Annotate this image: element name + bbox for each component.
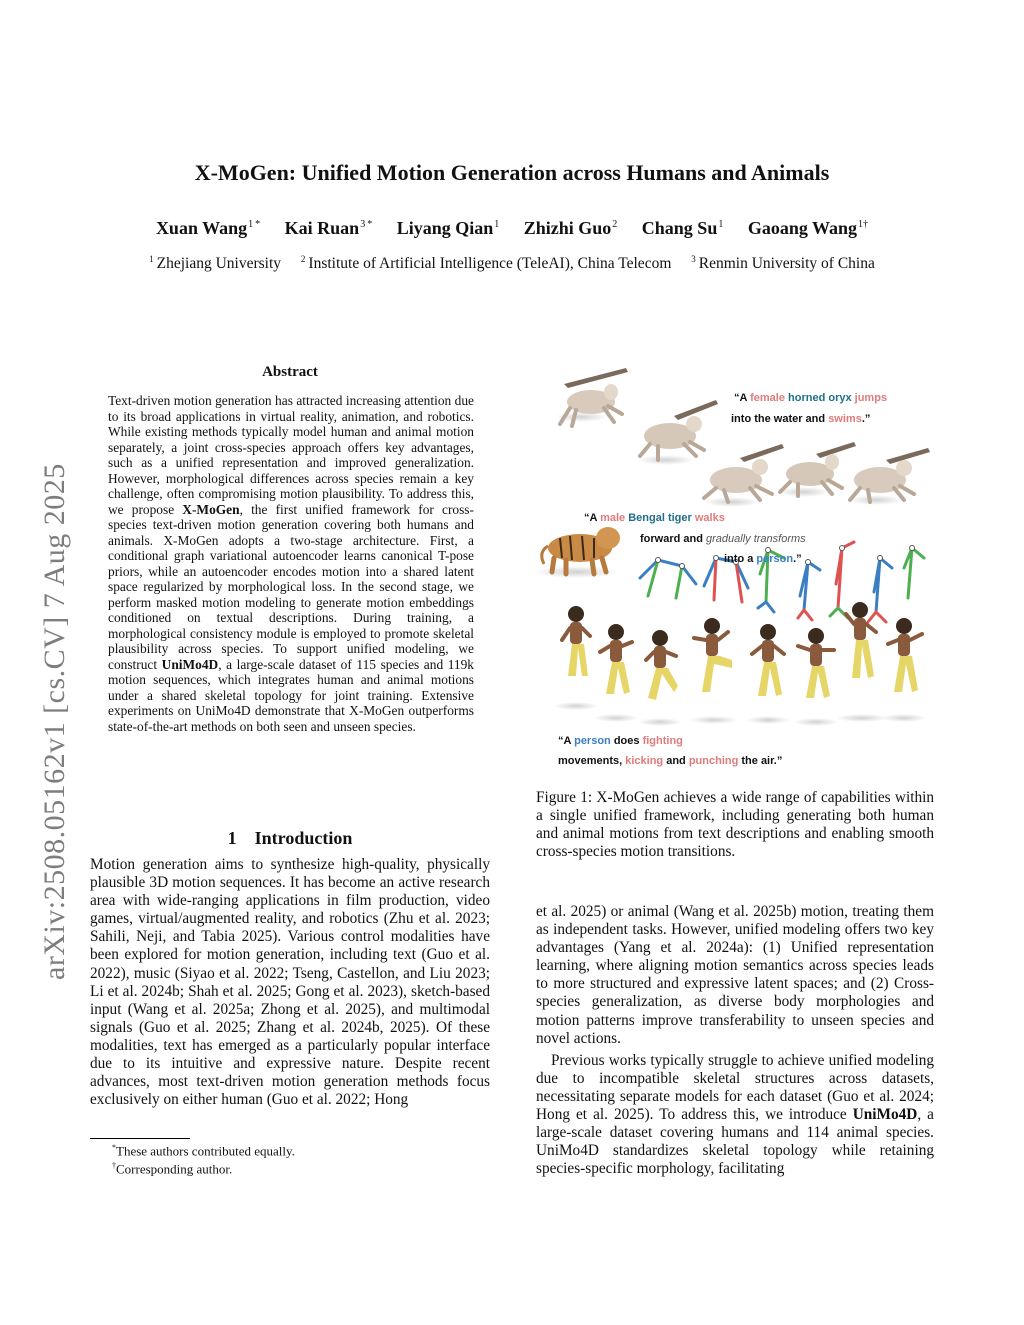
author: Liyang Qian$^1$ (396, 218, 500, 238)
oryx-illustration (555, 368, 930, 507)
author: Chang Su$^1$ (641, 218, 724, 238)
section-heading: 1 Introduction (227, 828, 353, 848)
footnote: *These authors contributed equally. (112, 1143, 295, 1159)
svg-text:into the water and swims.”: into the water and swims.” (731, 413, 871, 425)
footnote-rule (90, 1138, 190, 1139)
svg-text:movements, kicking and punchin: movements, kicking and punching the air.” (558, 755, 783, 767)
right-column-text (536, 903, 934, 1178)
paragraph: Previous works typically struggle to achieve unified modeling due to incompatible skeletal structures across datasets, necessitating separate models for each dataset (Guo et al. 2024; Hong et al. 2025). To address this, we introduce UniMo4D, a large-scale dataset covering humans and 114 animal species. UniMo4D standardizes skeletal topology while retaining species-specific morphology, facilitating (536, 1051, 934, 1178)
author: Kai Ruan$^{3 *}$ (284, 218, 373, 238)
abstract-heading: Abstract (262, 364, 318, 380)
affiliation: $^1$ Zhejiang University (149, 254, 282, 273)
figure-1 (536, 362, 934, 782)
svg-text:“A female horned oryx jumps: “A female horned oryx jumps (734, 392, 888, 404)
author: Zhizhi Guo$^2$ (523, 218, 618, 238)
svg-text:into a person.”: into a person.” (724, 553, 802, 565)
svg-text:“A person does fighting: “A person does fighting (558, 735, 683, 747)
author-list (0, 218, 1024, 239)
affiliation: $^2$ Institute of Artificial Intelligence (TeleAI), China Telecom (300, 254, 672, 273)
author: Xuan Wang$^{1 *}$ (155, 218, 261, 238)
svg-text:forward and gradually transfor: forward and gradually transforms (640, 533, 806, 545)
paragraph: et al. 2025) or animal (Wang et al. 2025b) motion, treating them as independent tasks. However, unified modeling offers two key advantages (Yang et al. 2024a): (1) Unified representation learning, where aligning motion semantics across species leads to more structured and expressive latent spaces; and (2) Cross-species generalization, as diverse body morphologies and motion patterns improve transferability to unseen species and novel actions. (536, 903, 934, 1047)
oryx-prompt (731, 392, 887, 425)
author: Gaoang Wang$^{1\dagger}$ (747, 218, 869, 238)
abstract-body: Text-driven motion generation has attracted increasing attention due to its broad applications in virtual reality, animation, and robotics. While existing methods typically model human and animal motion separately, a joint cross-species approach offers key advantages, such as a unified representation and improved generalization. However, morphological differences across species remain a key challenge, often compromising motion plausibility. To address this, we propose X-MoGen, the first unified framework for cross-species text-driven motion generation covering both humans and animals. X-MoGen adopts a two-stage architecture. First, a conditional graph variational autoencoder learns canonical T-pose priors, while an autoencoder encodes motion into a shared latent space regularized by morphological loss. In the second stage, we perform masked motion modeling to generate motion embeddings conditioned on textual descriptions. During training, a morphological consistency module is employed to promote skeletal plausibility across species. To support unified modeling, we construct UniMo4D, a large-scale dataset of 115 species and 119k motion sequences, which integrates human and animal motions under a shared skeletal topology for joint training. Extensive experiments on UniMo4D demonstrate that X-MoGen outperforms state-of-the-art methods on both seen and unseen species. (108, 393, 474, 734)
bold-term: UniMo4D (852, 1106, 918, 1124)
svg-text:“A male Bengal tiger walks: “A male Bengal tiger walks (584, 512, 725, 524)
footnote: †Corresponding author. (112, 1161, 233, 1177)
figure-illustration (536, 362, 934, 782)
arxiv-identifier: arXiv:2508.05162v1 [cs.CV] 7 Aug 2025 (38, 463, 71, 980)
person-prompt (558, 735, 782, 767)
bold-term: X-MoGen (182, 501, 240, 517)
affiliation: $^3$ Renmin University of China (691, 254, 875, 273)
figure-caption: Figure 1: X-MoGen achieves a wide range of capabilities within a single unified framework, including generating both human and animal motions from text descriptions and enabling smooth cross-species motion transitions. (536, 789, 934, 860)
intro-paragraph: Motion generation aims to synthesize high-quality, physically plausible 3D motion sequences. It has become an active research area with wide-ranging applications in film production, video games, virtual/augmented reality, and robotics (Zhu et al. 2023; Sahili, Neji, and Tabia 2025). Various control modalities have been explored for motion generation, including text (Guo et al. 2022), music (Siyao et al. 2022; Tseng, Castellon, and Liu 2023; Li et al. 2024b; Shah et al. 2025; Gong et al. 2023), sketch-based input (Wang et al. 2025a; Zhong et al. 2025), and multimodal signals (Guo et al. 2025; Zhang et al. 2024b, 2025). Of these modalities, text has emerged as a particularly popular interface due to its intuitive and expressive nature. Despite recent advances, most text-driven motion generation methods focus exclusively on either human (Guo et al. 2022; Hong (90, 856, 490, 1109)
paper-title: X-MoGen: Unified Motion Generation across Humans and Animals (194, 160, 830, 185)
bold-term: UniMo4D (161, 656, 219, 672)
affiliation-list (0, 254, 1024, 273)
